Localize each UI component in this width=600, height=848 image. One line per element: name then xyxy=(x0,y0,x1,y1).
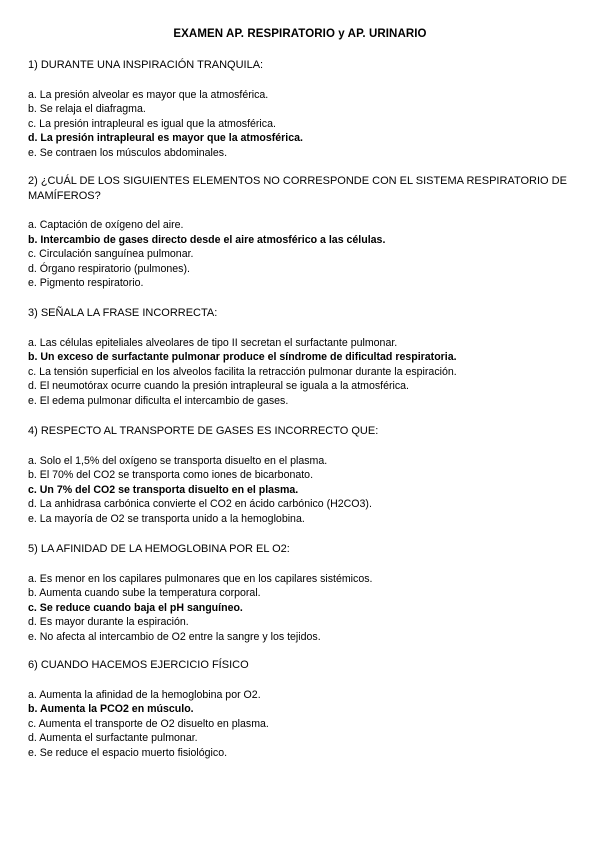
option-b: b. Aumenta la PCO2 en músculo. xyxy=(28,703,194,716)
question-4 xyxy=(28,424,573,526)
question-text: 3) SEÑALA LA FRASE INCORRECTA: xyxy=(28,307,218,319)
options-list xyxy=(28,336,573,409)
option-b: b. Un exceso de surfactante pulmonar produce el síndrome de dificultad respiratoria. xyxy=(28,351,457,364)
option-a: a. Es menor en los capilares pulmonares que en los capilares sistémicos. xyxy=(28,572,373,585)
option-e: e. Se contraen los músculos abdominales. xyxy=(28,146,228,159)
question-text: 1) DURANTE UNA INSPIRACIÓN TRANQUILA: xyxy=(28,59,264,71)
options-list xyxy=(28,572,573,645)
option-e: e. Pigmento respiratorio. xyxy=(28,277,144,290)
options-list xyxy=(28,688,573,761)
option-c: c. Se reduce cuando baja el pH sanguíneo. xyxy=(28,601,243,614)
option-a: a. Aumenta la afinidad de la hemoglobina por O2. xyxy=(28,688,261,701)
question-3 xyxy=(28,306,573,408)
option-a: a. Captación de oxígeno del aire. xyxy=(28,219,184,231)
option-d: d. Órgano respiratorio (pulmones). xyxy=(28,262,190,275)
options-list xyxy=(28,454,573,527)
question-text: 5) LA AFINIDAD DE LA HEMOGLOBINA POR EL O2: xyxy=(28,543,290,555)
option-d: d. Es mayor durante la espiración. xyxy=(28,616,189,629)
option-d: d. Aumenta el surfactante pulmonar. xyxy=(28,732,198,745)
option-d: d. El neumotórax ocurre cuando la presión intrapleural se iguala a la atmosférica. xyxy=(28,380,409,393)
option-c: c. Un 7% del CO2 se transporta disuelto en el plasma. xyxy=(28,483,299,496)
option-c: c. Aumenta el transporte de O2 disuelto en plasma. xyxy=(28,717,269,730)
option-a: a. La presión alveolar es mayor que la atmosférica. xyxy=(28,88,269,101)
option-b: b. Se relaja el diafragma. xyxy=(28,103,146,116)
option-a: a. Solo el 1,5% del oxígeno se transporta disuelto en el plasma. xyxy=(28,454,328,467)
option-b: b. Intercambio de gases directo desde el aire atmosférico a las células. xyxy=(28,233,386,246)
question-text: 4) RESPECTO AL TRANSPORTE DE GASES ES INCORRECTO QUE: xyxy=(28,425,379,437)
option-e: e. El edema pulmonar dificulta el intercambio de gases. xyxy=(28,394,289,407)
option-e: e. No afecta al intercambio de O2 entre la sangre y los tejidos. xyxy=(28,630,321,643)
option-b: b. Aumenta cuando sube la temperatura corporal. xyxy=(28,587,261,600)
question-6 xyxy=(28,658,573,760)
question-2 xyxy=(28,174,573,291)
question-text: 6) CUANDO HACEMOS EJERCICIO FÍSICO xyxy=(28,659,249,671)
options-list xyxy=(28,218,573,291)
option-d: d. La anhidrasa carbónica convierte el CO2 en ácido carbónico (H2CO3). xyxy=(28,498,372,511)
exam-title: EXAMEN AP. RESPIRATORIO y AP. URINARIO xyxy=(173,28,427,40)
option-d: d. La presión intrapleural es mayor que la atmosférica. xyxy=(28,132,303,145)
option-c: c. La tensión superficial en los alveolos facilita la retracción pulmonar durante la espiración. xyxy=(28,365,457,378)
option-c: c. La presión intrapleural es igual que la atmosférica. xyxy=(28,117,276,130)
options-list xyxy=(28,88,573,161)
option-e: e. Se reduce el espacio muerto fisiológico. xyxy=(28,746,228,759)
question-5 xyxy=(28,542,573,644)
question-text: 2) ¿CUÁL DE LOS SIGUIENTES ELEMENTOS NO CORRESPONDE CON EL SISTEMA RESPIRATORIO DE MAMÍFEROS? xyxy=(28,175,567,202)
option-e: e. La mayoría de O2 se transporta unido a la hemoglobina. xyxy=(28,512,305,525)
option-b: b. El 70% del CO2 se transporta como iones de bicarbonato. xyxy=(28,469,314,482)
option-c: c. Circulación sanguínea pulmonar. xyxy=(28,248,194,261)
question-1 xyxy=(28,58,573,160)
option-a: a. Las células epiteliales alveolares de tipo II secretan el surfactante pulmonar. xyxy=(28,336,398,349)
